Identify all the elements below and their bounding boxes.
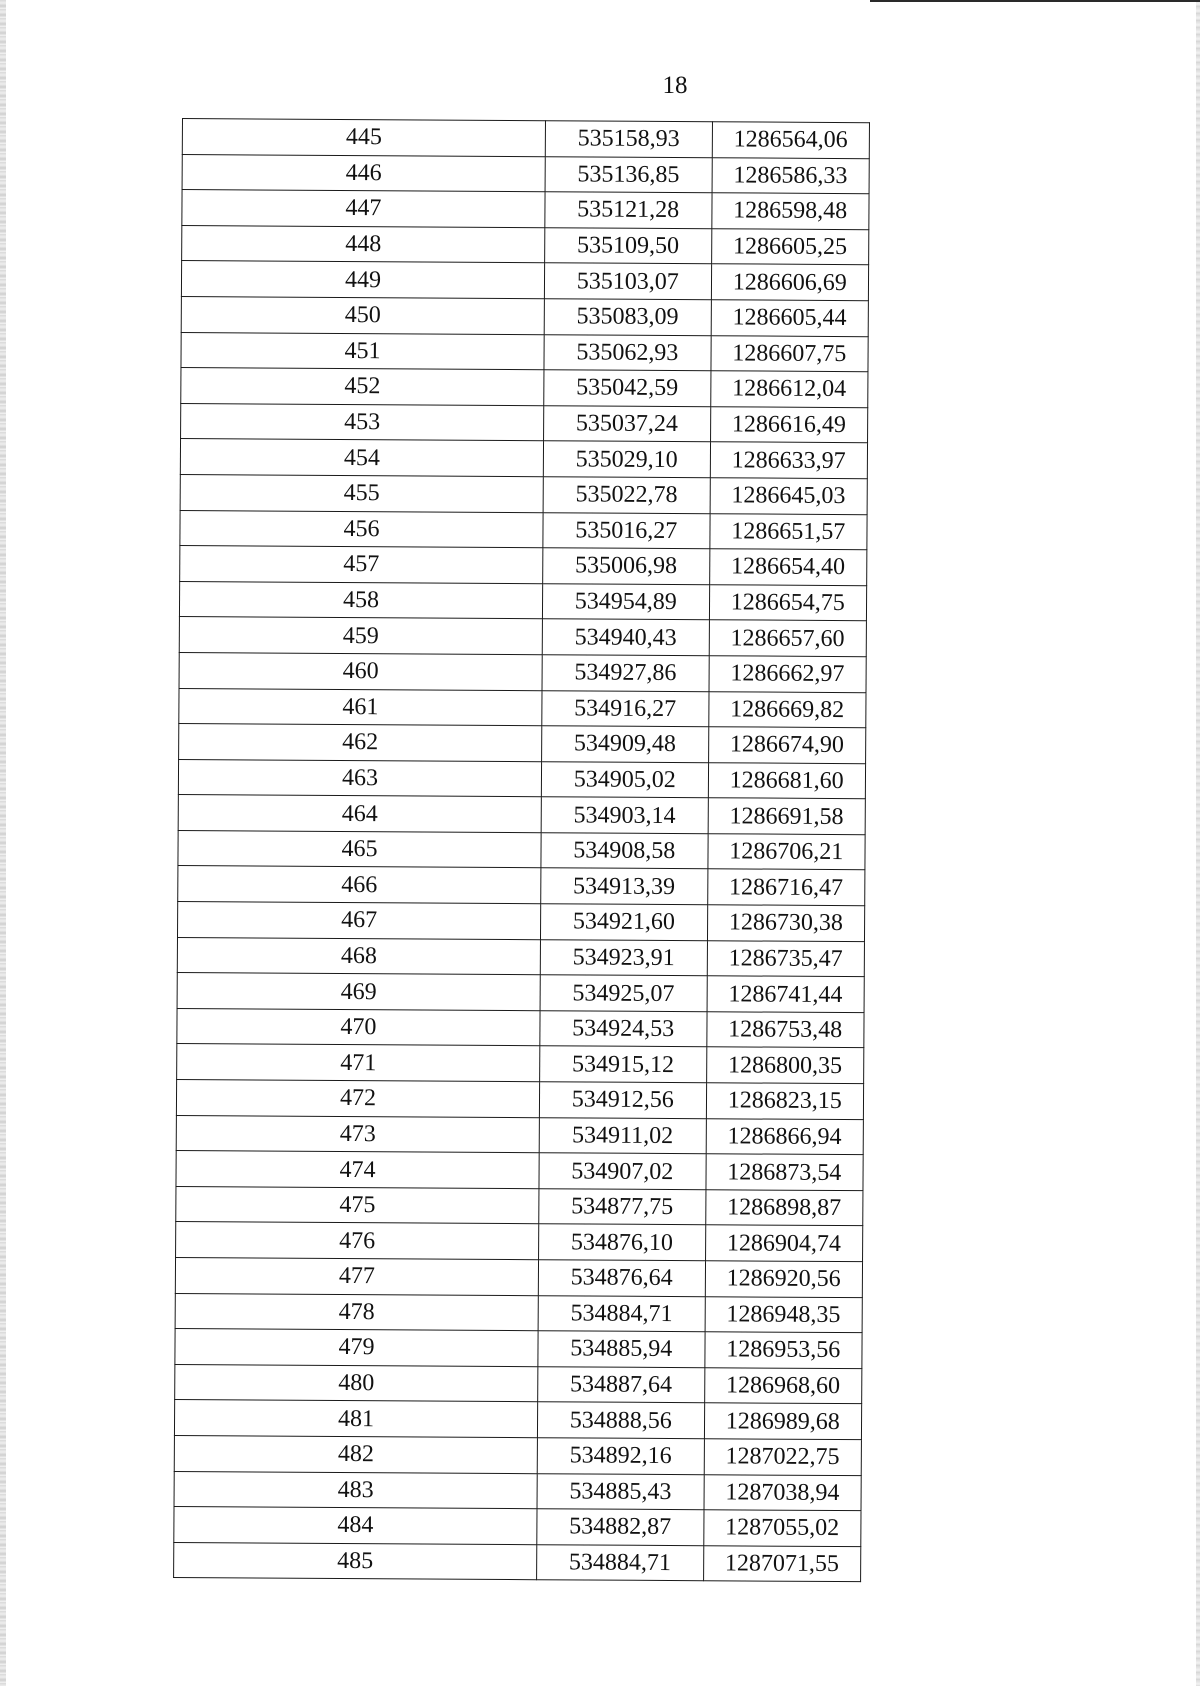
table-row — [180, 510, 867, 550]
coordinates-table — [173, 118, 870, 1583]
x-coordinate-cell: 534887,64 — [538, 1366, 705, 1403]
x-coordinate-cell: 534882,87 — [537, 1509, 704, 1546]
y-coordinate-cell: 1286904,74 — [705, 1225, 863, 1262]
point-number-cell: 478 — [175, 1293, 538, 1331]
x-coordinate-cell: 535103,07 — [544, 263, 711, 300]
table-row — [182, 190, 869, 230]
y-coordinate-cell: 1286564,06 — [712, 122, 870, 159]
point-number-cell: 469 — [177, 973, 540, 1011]
x-coordinate-cell: 535037,24 — [544, 405, 711, 442]
point-number-cell: 479 — [175, 1329, 538, 1367]
table-row — [181, 403, 868, 443]
x-coordinate-cell: 534916,27 — [542, 690, 709, 727]
y-coordinate-cell: 1286735,47 — [707, 940, 865, 977]
y-coordinate-cell: 1286616,49 — [710, 406, 868, 443]
point-number-cell: 455 — [180, 474, 543, 512]
y-coordinate-cell: 1286898,87 — [705, 1190, 863, 1227]
x-coordinate-cell: 535062,93 — [544, 334, 711, 371]
x-coordinate-cell: 534884,71 — [537, 1544, 704, 1581]
point-number-cell: 462 — [179, 724, 542, 762]
point-number-cell: 465 — [178, 830, 541, 868]
point-number-cell: 474 — [176, 1151, 539, 1189]
point-number-cell: 456 — [180, 510, 543, 548]
y-coordinate-cell: 1286741,44 — [707, 976, 865, 1013]
x-coordinate-cell: 534908,58 — [541, 833, 708, 870]
y-coordinate-cell: 1286612,04 — [710, 371, 868, 408]
table-row — [178, 866, 865, 906]
point-number-cell: 463 — [178, 759, 541, 797]
table-row — [175, 1364, 862, 1404]
x-coordinate-cell: 534876,64 — [538, 1260, 705, 1297]
x-coordinate-cell: 534915,12 — [540, 1046, 707, 1083]
table-row — [181, 261, 868, 301]
table-row — [180, 546, 867, 586]
x-coordinate-cell: 534884,71 — [538, 1295, 705, 1332]
x-coordinate-cell: 535136,85 — [545, 156, 712, 193]
point-number-cell: 454 — [180, 439, 543, 477]
point-number-cell: 471 — [177, 1044, 540, 1082]
point-number-cell: 483 — [174, 1471, 537, 1509]
x-coordinate-cell: 534876,10 — [539, 1224, 706, 1261]
table-row — [181, 296, 868, 336]
point-number-cell: 466 — [178, 866, 541, 904]
scan-edge-right — [1196, 0, 1200, 1686]
y-coordinate-cell: 1286586,33 — [712, 157, 870, 194]
y-coordinate-cell: 1286633,97 — [710, 442, 868, 479]
table-row — [177, 1008, 864, 1048]
table-row — [179, 581, 866, 621]
y-coordinate-cell: 1286953,56 — [704, 1332, 862, 1369]
table-row — [174, 1507, 861, 1547]
y-coordinate-cell: 1286605,25 — [711, 229, 869, 266]
table-row — [178, 830, 865, 870]
point-number-cell: 451 — [181, 332, 544, 370]
x-coordinate-cell: 535042,59 — [544, 370, 711, 407]
table-row — [175, 1329, 862, 1369]
point-number-cell: 468 — [177, 937, 540, 975]
point-number-cell: 472 — [176, 1080, 539, 1118]
y-coordinate-cell: 1286651,57 — [709, 513, 867, 550]
y-coordinate-cell: 1286605,44 — [711, 300, 869, 337]
y-coordinate-cell: 1286706,21 — [707, 834, 865, 871]
table-row — [176, 1222, 863, 1262]
coordinates-table-body — [174, 119, 870, 1583]
y-coordinate-cell: 1286873,54 — [705, 1154, 863, 1191]
y-coordinate-cell: 1287038,94 — [704, 1474, 862, 1511]
table-row — [174, 1542, 861, 1582]
table-row — [178, 759, 865, 799]
y-coordinate-cell: 1287071,55 — [703, 1545, 861, 1582]
y-coordinate-cell: 1286753,48 — [706, 1012, 864, 1049]
point-number-cell: 467 — [177, 902, 540, 940]
scan-edge-top — [870, 0, 1200, 2]
table-row — [175, 1293, 862, 1333]
x-coordinate-cell: 535029,10 — [543, 441, 710, 478]
x-coordinate-cell: 534892,16 — [537, 1438, 704, 1475]
table-row — [177, 973, 864, 1013]
y-coordinate-cell: 1286654,40 — [709, 549, 867, 586]
table-row — [181, 332, 868, 372]
y-coordinate-cell: 1286716,47 — [707, 869, 865, 906]
y-coordinate-cell: 1286681,60 — [708, 762, 866, 799]
y-coordinate-cell: 1286968,60 — [704, 1367, 862, 1404]
point-number-cell: 458 — [179, 581, 542, 619]
table-row — [175, 1257, 862, 1297]
table-row — [176, 1080, 863, 1120]
table-row — [178, 795, 865, 835]
x-coordinate-cell: 535158,93 — [545, 121, 712, 158]
point-number-cell: 477 — [175, 1257, 538, 1295]
point-number-cell: 449 — [181, 261, 544, 299]
y-coordinate-cell: 1286866,94 — [706, 1118, 864, 1155]
x-coordinate-cell: 534885,43 — [537, 1473, 704, 1510]
point-number-cell: 453 — [181, 403, 544, 441]
y-coordinate-cell: 1286800,35 — [706, 1047, 864, 1084]
x-coordinate-cell: 535109,50 — [545, 228, 712, 265]
table-row — [179, 617, 866, 657]
table-row — [182, 225, 869, 265]
point-number-cell: 450 — [181, 296, 544, 334]
table-row — [177, 937, 864, 977]
y-coordinate-cell: 1286606,69 — [711, 264, 869, 301]
y-coordinate-cell: 1286920,56 — [705, 1261, 863, 1298]
table-row — [181, 368, 868, 408]
x-coordinate-cell: 534913,39 — [541, 868, 708, 905]
table-row — [177, 902, 864, 942]
x-coordinate-cell: 534885,94 — [538, 1331, 705, 1368]
table-row — [179, 724, 866, 764]
page-number: 18 — [662, 72, 688, 99]
table-row — [179, 652, 866, 692]
point-number-cell: 480 — [175, 1364, 538, 1402]
x-coordinate-cell: 535083,09 — [544, 299, 711, 336]
table-row — [174, 1400, 861, 1440]
x-coordinate-cell: 534912,56 — [539, 1082, 706, 1119]
x-coordinate-cell: 534924,53 — [540, 1011, 707, 1048]
x-coordinate-cell: 534923,91 — [540, 939, 707, 976]
point-number-cell: 482 — [174, 1435, 537, 1473]
y-coordinate-cell: 1286607,75 — [710, 335, 868, 372]
y-coordinate-cell: 1286948,35 — [705, 1296, 863, 1333]
y-coordinate-cell: 1286989,68 — [704, 1403, 862, 1440]
point-number-cell: 460 — [179, 652, 542, 690]
y-coordinate-cell: 1286674,90 — [708, 727, 866, 764]
x-coordinate-cell: 535016,27 — [543, 512, 710, 549]
table-row — [182, 154, 869, 194]
x-coordinate-cell: 534954,89 — [542, 583, 709, 620]
table-row — [182, 119, 869, 159]
scan-edge-left — [0, 0, 6, 1686]
table-row — [180, 474, 867, 514]
point-number-cell: 448 — [182, 225, 545, 263]
y-coordinate-cell: 1286657,60 — [709, 620, 867, 657]
y-coordinate-cell: 1287022,75 — [704, 1439, 862, 1476]
y-coordinate-cell: 1286669,82 — [708, 691, 866, 728]
table-row — [174, 1435, 861, 1475]
point-number-cell: 447 — [182, 190, 545, 228]
x-coordinate-cell: 534877,75 — [539, 1189, 706, 1226]
y-coordinate-cell: 1286654,75 — [709, 584, 867, 621]
point-number-cell: 476 — [176, 1222, 539, 1260]
x-coordinate-cell: 534907,02 — [539, 1153, 706, 1190]
x-coordinate-cell: 534927,86 — [542, 655, 709, 692]
table-row — [177, 1044, 864, 1084]
point-number-cell: 445 — [182, 119, 545, 157]
x-coordinate-cell: 535121,28 — [545, 192, 712, 229]
point-number-cell: 459 — [179, 617, 542, 655]
point-number-cell: 485 — [174, 1542, 537, 1580]
table-row — [180, 439, 867, 479]
point-number-cell: 475 — [176, 1186, 539, 1224]
x-coordinate-cell: 534888,56 — [537, 1402, 704, 1439]
y-coordinate-cell: 1286823,15 — [706, 1083, 864, 1120]
x-coordinate-cell: 535022,78 — [543, 477, 710, 514]
point-number-cell: 470 — [177, 1008, 540, 1046]
y-coordinate-cell: 1286691,58 — [708, 798, 866, 835]
y-coordinate-cell: 1286645,03 — [710, 478, 868, 515]
x-coordinate-cell: 534921,60 — [541, 904, 708, 941]
point-number-cell: 452 — [181, 368, 544, 406]
y-coordinate-cell: 1286730,38 — [707, 905, 865, 942]
x-coordinate-cell: 535006,98 — [543, 548, 710, 585]
x-coordinate-cell: 534903,14 — [541, 797, 708, 834]
x-coordinate-cell: 534940,43 — [542, 619, 709, 656]
x-coordinate-cell: 534925,07 — [540, 975, 707, 1012]
x-coordinate-cell: 534905,02 — [541, 761, 708, 798]
point-number-cell: 484 — [174, 1507, 537, 1545]
point-number-cell: 461 — [179, 688, 542, 726]
table-row — [179, 688, 866, 728]
table-row — [176, 1186, 863, 1226]
table-row — [176, 1151, 863, 1191]
point-number-cell: 446 — [182, 154, 545, 192]
y-coordinate-cell: 1286598,48 — [711, 193, 869, 230]
point-number-cell: 473 — [176, 1115, 539, 1153]
point-number-cell: 464 — [178, 795, 541, 833]
x-coordinate-cell: 534909,48 — [542, 726, 709, 763]
point-number-cell: 457 — [180, 546, 543, 584]
y-coordinate-cell: 1286662,97 — [709, 656, 867, 693]
y-coordinate-cell: 1287055,02 — [703, 1510, 861, 1547]
point-number-cell: 481 — [174, 1400, 537, 1438]
x-coordinate-cell: 534911,02 — [539, 1117, 706, 1154]
table-row — [176, 1115, 863, 1155]
table-row — [174, 1471, 861, 1511]
